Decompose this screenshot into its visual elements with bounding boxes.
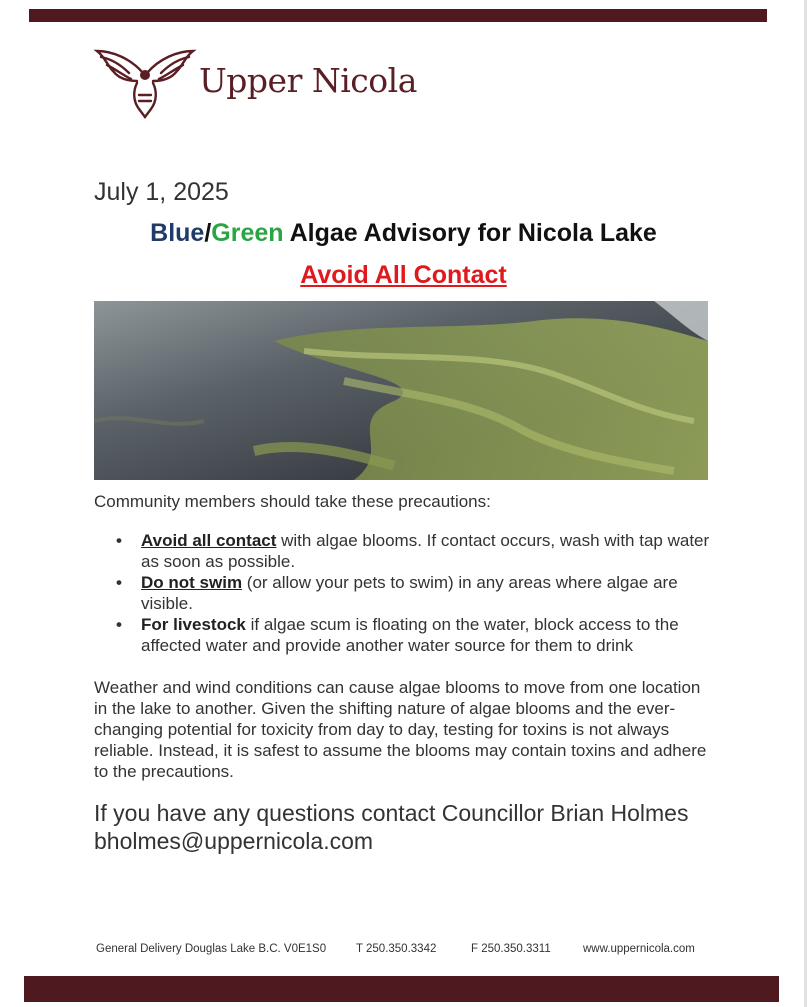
contact-email[interactable]: bholmes@uppernicola.com	[94, 828, 374, 854]
footer-fax: F 250.350.3311	[471, 943, 551, 955]
top-brand-bar	[29, 9, 767, 22]
bullet: •	[116, 615, 122, 634]
title-blue: Blue	[150, 219, 205, 247]
intro-text: Community members should take these precautions:	[94, 492, 491, 511]
precaution-text: with algae blooms. If contact occurs, wash with tap water as soon as possible.	[141, 531, 710, 571]
advisory-date: July 1, 2025	[94, 178, 229, 206]
list-item	[118, 530, 718, 572]
title-green: Green	[211, 219, 284, 247]
advisory-title	[0, 219, 807, 248]
bottom-brand-bar	[24, 976, 779, 1002]
bullet: •	[116, 573, 122, 592]
footer-address: General Delivery Douglas Lake B.C. V0E1S0	[96, 943, 327, 955]
precautions-list	[118, 530, 718, 656]
weather-paragraph: Weather and wind conditions can cause algae blooms to move from one location in the lake to another. Given the shifting nature of algae blooms and the ever-changing potential for toxicity from day to day, testing for toxins is not always reliable. Instead, it is safest to assume the blooms may contain toxins and adhere to the precautions.	[94, 678, 707, 781]
precaution-lead: For livestock	[141, 615, 246, 634]
precaution-lead: Avoid all contact	[141, 531, 277, 550]
precaution-text: if algae scum is floating on the water, block access to the affected water and provide another water source for them to drink	[141, 615, 679, 655]
algae-bloom-photo	[94, 301, 708, 480]
title-slash: /	[204, 219, 212, 247]
list-item	[118, 572, 718, 614]
title-rest: Algae Advisory for Nicola Lake	[283, 219, 657, 247]
upper-nicola-logo	[93, 45, 417, 120]
precaution-text: (or allow your pets to swim) in any areas where algae are visible.	[141, 573, 678, 613]
logo-text: Upper Nicola	[199, 61, 417, 100]
avoid-contact-warning: Avoid All Contact	[300, 261, 507, 289]
bullet: •	[116, 531, 122, 550]
eagle-icon	[93, 45, 197, 120]
list-item	[118, 614, 718, 656]
precaution-lead: Do not swim	[141, 573, 243, 592]
contact-info	[94, 799, 688, 855]
contact-line: If you have any questions contact Councillor Brian Holmes	[94, 800, 689, 826]
footer-website[interactable]: www.uppernicola.com	[583, 943, 695, 955]
footer-phone: T 250.350.3342	[356, 943, 437, 955]
